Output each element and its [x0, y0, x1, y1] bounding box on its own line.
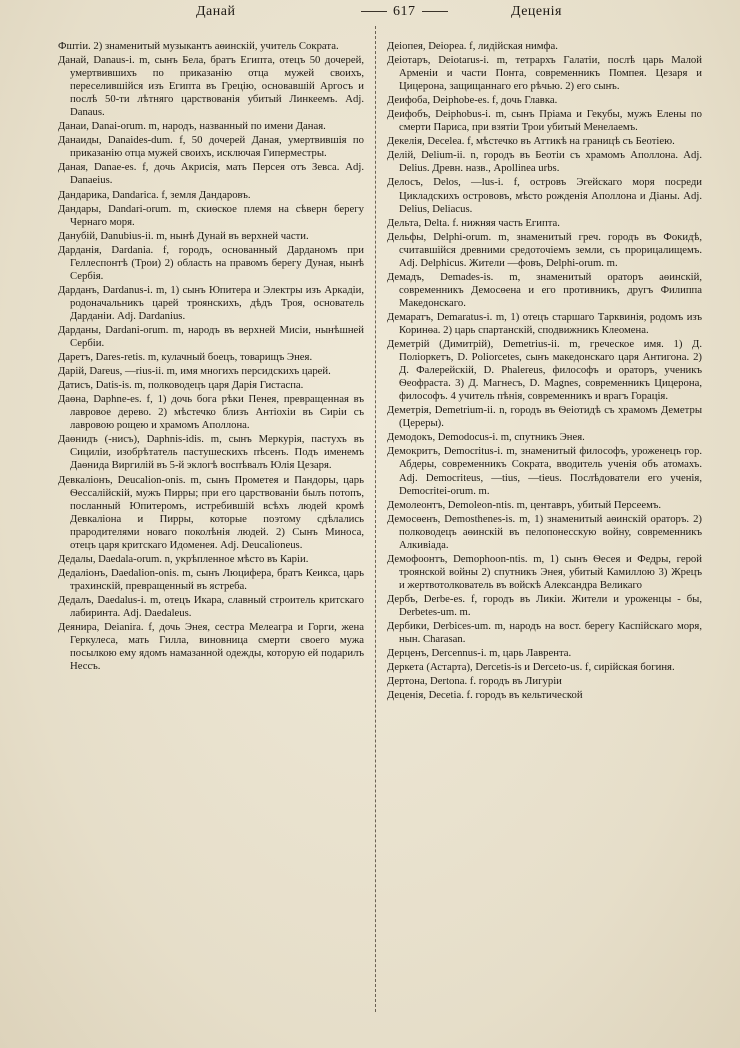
dictionary-entry: Демадъ, Demades-is. m, знаменитый ораторъ аѳинскій, современникъ Демосѳена и его противникъ, другъ Филиппа Македонскаго. — [387, 270, 702, 309]
dictionary-entry: Демаратъ, Demaratus-i. m, 1) отецъ старшаго Тарквинія, родомъ изъ Коринѳа. 2) царь спартанскій, сподвижникъ Клеомена. — [387, 310, 702, 336]
dictionary-entry: Делосъ, Delos, —lus-i. f, островъ Эгейскаго моря посреди Цикладскихъ острововъ, мѣсто рожденія Аполлона и Діаны. Adj. Delius, Deliacus. — [387, 176, 702, 215]
dictionary-entry: Дедаліонъ, Daedalion-onis. m, сынъ Люцифера, братъ Кеикса, царь трахинскій, превращенный въ ястреба. — [58, 566, 364, 592]
dictionary-entry: Дарій, Dareus, —rius-ii. m, имя многихъ персидскихъ царей. — [58, 365, 331, 378]
dictionary-entry: Данай, Danaus-i. m, сынъ Бела, братъ Египта, отецъ 50 дочерей, умертвившихъ по приказанію отца мужей своихъ, переселившійся изъ Египта въ Грецію, основавшій Аргосъ и послѣ 50-ти лѣтняго царствованія убитый Линкеемъ. Adj. Danaus. — [58, 54, 364, 119]
page-number: 617 — [355, 4, 454, 20]
dictionary-entry: Даѳна, Daphne-es. f, 1) дочь бога рѣки Пенея, превращенная въ лавровое дерево. 2) мѣстечко близъ Антіохіи въ Сиріи съ лавровою рощею и храмомъ Аполлона. — [58, 393, 364, 432]
dictionary-entry: Делій, Delium-ii. n, городъ въ Беотіи съ храмомъ Аполлона. Adj. Delius. Древн. назв., Apollinea urbs. — [387, 149, 702, 175]
dictionary-entry: Данаиды, Danaides-dum. f, 50 дочерей Даная, умертвившія по приказанію отца мужей своихъ, исключая Гиперместры. — [58, 134, 364, 160]
dictionary-entry: Дельфы, Delphi-orum. m, знаменитый греч. городъ въ Фокидѣ, считавшійся древними средоточіемъ земли, съ прорицалищемъ. Adj. Delphicus. Жители —фовъ, Delphi-orum. m. — [387, 230, 702, 269]
dictionary-entry: Деіопея, Deiopea. f, лидійская нимфа. — [387, 40, 558, 52]
dictionary-entry: Демосѳенъ, Demosthenes-is. m, 1) знаменитый аѳинскій ораторъ. 2) полководецъ аѳинскій въ пелопонесскую войну, современникъ Алкивіада. — [387, 512, 702, 551]
dictionary-entry: Деянира, Deianira. f, дочь Энея, сестра Мелеагра и Горги, жена Геркулеса, мать Гилла, виновница смерти своего мужа посылкою ему ядомъ намазанной одежды, которую ей подарилъ Нессъ. — [58, 621, 364, 673]
dictionary-entry: Дарданы, Dardani-orum. m, народъ въ верхней Мисіи, нынѣшней Сербіи. — [58, 323, 364, 350]
dictionary-entry: Данубій, Danubius-ii. m, нынѣ Дунай въ верхней части. — [58, 229, 309, 242]
dictionary-entry: Деметрія, Demetrium-ii. n, городъ въ Ѳеіотидѣ съ храмомъ Деметры (Цереры). — [387, 404, 702, 430]
dictionary-entry: Дарданъ, Dardanus-i. m, 1) сынъ Юпитера и Электры изъ Аркадіи, родоначальникъ царей троянскихъ, дѣдъ Троя, основатель Дарданіи. Adj. Dardanius. — [58, 283, 364, 322]
right-column — [387, 40, 702, 703]
dictionary-entry: Деифоба, Deiphobe-es. f, дочь Главка. — [387, 94, 558, 107]
dictionary-entry: Деметрій (Димитрій), Demetrius-ii. m, греческое имя. 1) Д. Поліоркетъ, D. Poliorcetes, сынъ македонскаго царя Антигона. 2) Д. Фалерейскій, D. Phalereus, философъ и ораторъ, ученикъ Ѳеофраста. 3) Д. Магнесъ, D. Magnes, современникъ Цицерона, философъ. 4 учитель пѣнія, современникъ и врагъ Горація. — [387, 338, 702, 403]
dictionary-entry: Дерценъ, Dercennus-i. m, царь Лаврента. — [387, 647, 572, 660]
column-divider — [375, 26, 376, 1012]
dictionary-entry: Девкаліонъ, Deucalion-onis. m, сынъ Прометея и Пандоры, царь Ѳессалійскій, мужъ Пирры; при его царствованіи былъ потопъ, посланный Юпитеромъ, истребившій всѣхъ людей кромѣ Девкаліона и Пирры, которые поэтому сдѣлались прародителями новаго поколѣнія людей. 2) Сынъ Миноса, отецъ царя критскаго Идоменея. Adj. Deucalioneus. — [58, 473, 364, 551]
dictionary-entry: Дандарика, Dandarica. f, земля Дандаровъ. — [58, 188, 251, 201]
dictionary-entry: Даѳнидъ (-нисъ), Daphnis-idis. m, сынъ Меркурія, пастухъ въ Сициліи, изобрѣтатель пастушескихъ пѣсенъ. Подъ именемъ Даѳнида Виргилій въ 5-й эклогѣ воспѣвалъ Юлія Цезаря. — [58, 433, 364, 472]
dictionary-entry: Даретъ, Dares-retis. m, кулачный боецъ, товарищъ Энея. — [58, 351, 313, 364]
page-header — [48, 4, 708, 26]
dictionary-entry: Дельта, Delta. f. нижняя часть Египта. — [387, 216, 560, 229]
dictionary-entry: Демокритъ, Democritus-i. m, знаменитый философъ, уроженецъ гор. Абдеры, современникъ Сократа, вводитель ученія объ атомахъ. Adj. Democriteus, —tius, —tieus. Послѣдователи его ученія, Democritei-orum. m. — [387, 445, 702, 497]
dictionary-entry: Дандары, Dandari-orum. m, скиѳское племя на сѣверн берегу Чернаго моря. — [58, 202, 364, 228]
dictionary-entry: Дербъ, Derbe-es. f, городъ въ Ликіи. Жители и уроженцы - бы, Derbetes-um. m. — [387, 592, 702, 618]
dictionary-entry: Деифобъ, Deiphobus-i. m, сынъ Пріама и Гекубы, мужъ Елены по смерти Париса, при взятіи Трои убитый Менелаемъ. — [387, 108, 702, 134]
dictionary-entry: Демофоонтъ, Demophoon-ntis. m, 1) сынъ Ѳесея и Федры, герой троянской войны 2) спутникъ Энея, убитый Камиллою 3) Жрецъ и жертвотолкователь въ войскѣ Александра Великаго — [387, 552, 702, 591]
dictionary-entry: Датисъ, Datis-is. m, полководецъ царя Дарія Гистаспа. — [58, 379, 304, 392]
dictionary-entry: Дедалъ, Daedalus-i. m, отецъ Икара, славный строитель критскаго лабиринта. Adj. Daedaleus. — [58, 593, 364, 619]
dictionary-entry: Демодокъ, Demodocus-i. m, спутникъ Энея. — [387, 431, 585, 444]
dictionary-entry: Данаи, Danai-orum. m, народъ, названный по имени Даная. — [58, 120, 326, 133]
dictionary-entry: Деркета (Астарта), Dercetis-is и Derceto-us. f, сирійская богиня. — [387, 661, 675, 674]
dictionary-entry: Фштiи. 2) знаменитый музыкантъ аѳинскій, учитель Сократа. — [58, 40, 339, 52]
dictionary-entry: Дербики, Derbices-um. m, народъ на вост. берегу Каспійскаго моря, нын. Charasan. — [387, 620, 702, 646]
dictionary-entry: Демолеонтъ, Demoleon-ntis. m, центавръ, убитый Персеемъ. — [387, 498, 662, 511]
header-left-word: Данай — [196, 4, 236, 19]
dictionary-entry: Декелія, Decelea. f, мѣстечко въ Аттикѣ на границѣ съ Беотіею. — [387, 135, 675, 148]
dictionary-entry: Дертона, Dertona. f. городъ въ Лигуріи — [387, 675, 562, 688]
dictionary-entry: Дарданія, Dardania. f, городъ, основанный Дарданомъ при Геллеспонтѣ (Трои) 2) область на правомъ берегу Дуная, нынѣ Сербія. — [58, 243, 364, 282]
dictionary-entry: Деценія, Decetia. f. городъ въ кельтической — [387, 689, 583, 702]
dictionary-entry: Дедалы, Daedala-orum. n, укрѣпленное мѣсто въ Каріи. — [58, 552, 309, 565]
dictionary-entry: Деіотаръ, Deiotarus-i. m, тетрархъ Галатіи, послѣ царь Малой Арменіи и части Понта, современникъ Помпея. Цезаря и Цицерона, защищаннаго его рѣчью. 2) его сынъ. — [387, 54, 702, 93]
left-column — [58, 40, 364, 674]
dictionary-entry: Даная, Danae-es. f, дочь Акрисія, мать Персея отъ Зевса. Adj. Danaeius. — [58, 161, 364, 187]
header-right-word: Деценія — [511, 4, 562, 19]
